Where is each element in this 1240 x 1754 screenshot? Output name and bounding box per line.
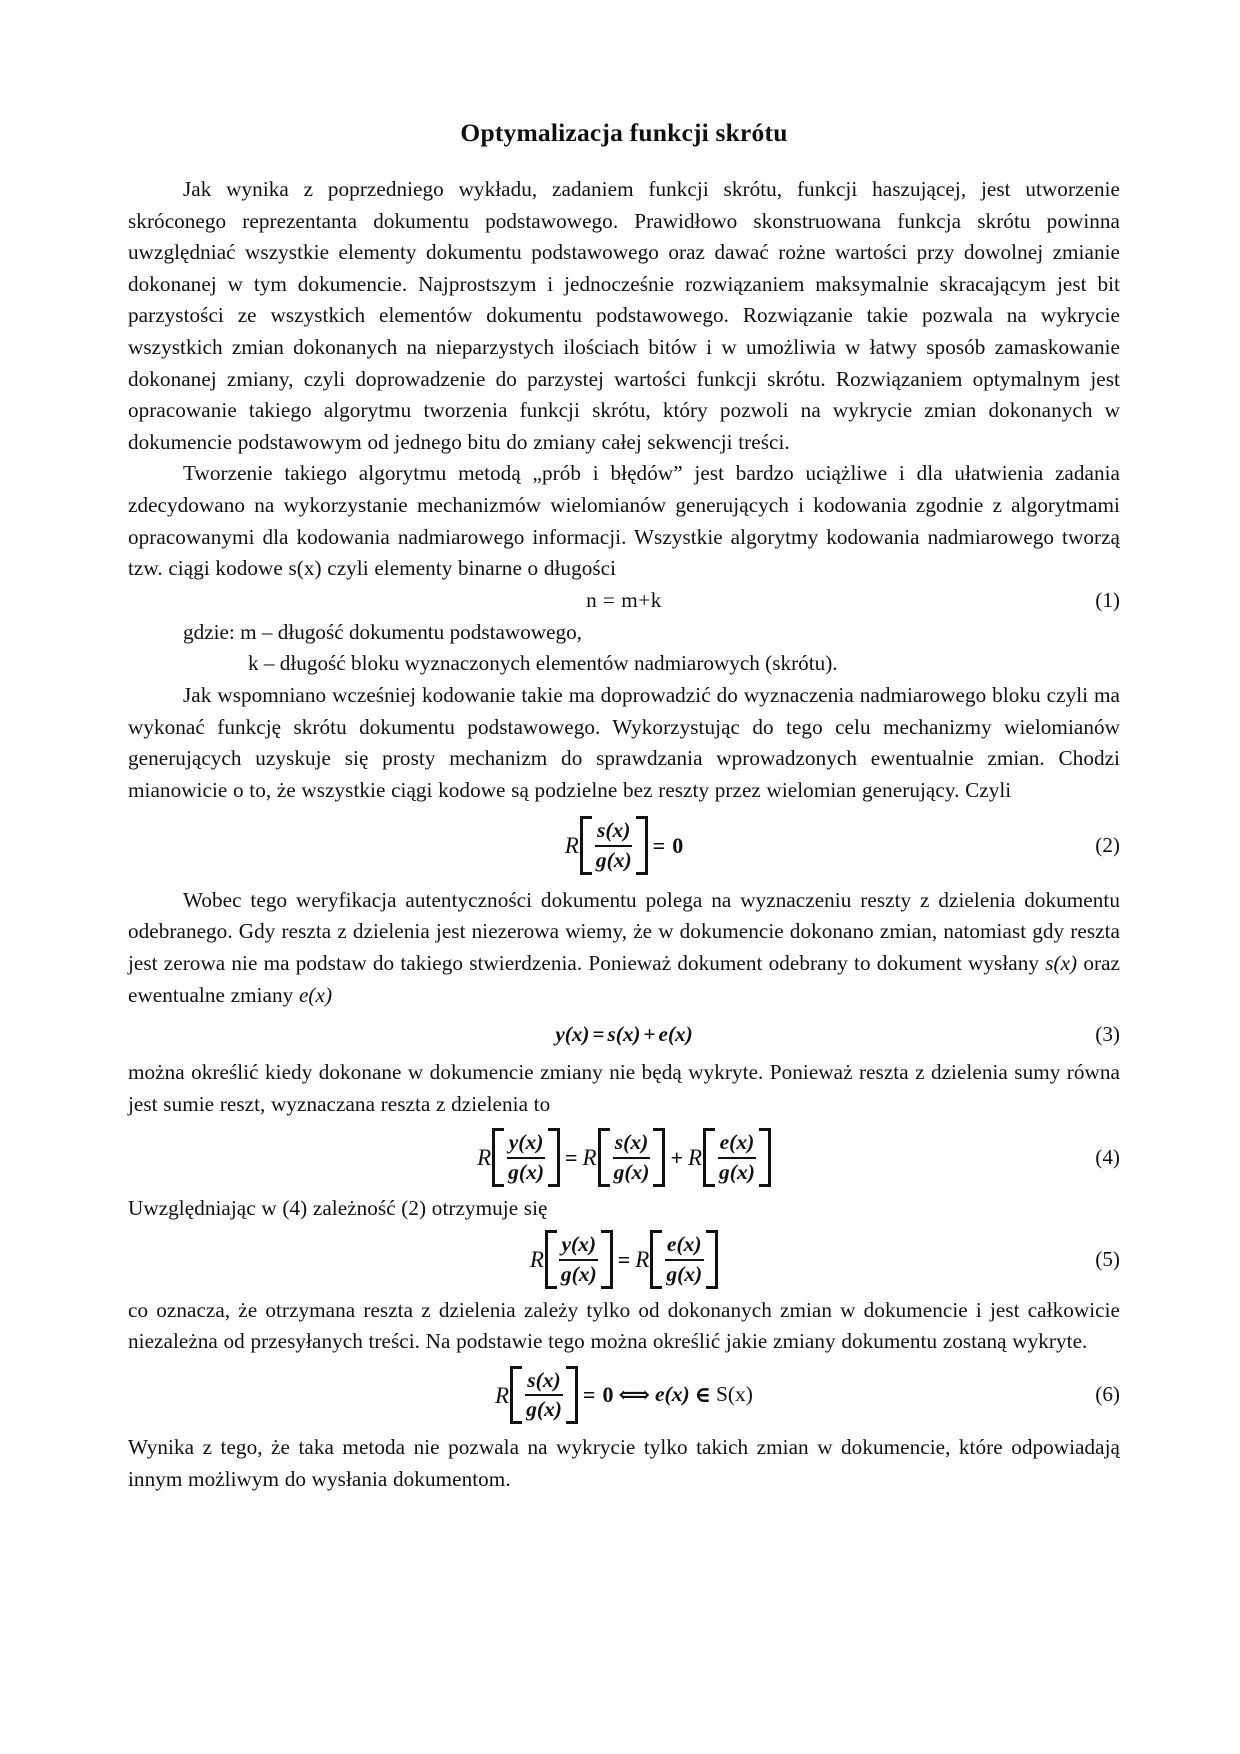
fraction-denominator: g(x)	[595, 847, 632, 872]
remainder-operator-icon: R	[495, 1382, 510, 1408]
equation-6-zero: 0	[602, 1382, 614, 1408]
p4-text-mid: oraz ewentualne zmiany	[128, 950, 1120, 1007]
fraction-numerator: s(x)	[595, 819, 632, 846]
remainder-operator-icon: R	[582, 1145, 597, 1170]
plus-sign: +	[670, 1144, 683, 1170]
paragraph-intro: Jak wynika z poprzedniego wykładu, zadaniem funkcji skrótu, funkcji haszującej, jest utworzenie skróconego reprezentanta dokumentu podstawowego. Prawidłowo skonstruowana funkcja skrótu powinna uwzględniać wszystkie elementy dokumentu podstawowego oraz dawać rożne wartości przy dowolnej zmianie dokonanej w tym dokumencie. Najprostszym i jednocześnie rozwiązaniem maksymalnie skracającym jest bit parzystości ze wszystkich elementów dokumentu podstawowego. Rozwiązanie takie pozwala na wykrycie wszystkich zmian dokonanych na nieparzystych ilościach bitów i w umożliwia w łatwy sposób zamaskowanie dokonanej zmiany, czyli doprowadzenie do parzystej wartości funkcji skrótu. Rozwiązaniem optymalnym jest opracowanie takiego algorytmu tworzenia funkcji skrótu, który pozwoli na wykrycie zmian dokonanych w dokumencie podstawowym od jednego bitu do zmiany całej sekwencji treści.	[128, 177, 1120, 454]
bracket-group	[703, 1128, 771, 1186]
equation-4-expression	[477, 1128, 771, 1186]
equation-2-number: (2)	[1095, 832, 1120, 857]
equation-4-body	[128, 1128, 1120, 1186]
fraction-numerator: e(x)	[665, 1233, 704, 1260]
equation-6-row	[128, 1366, 1120, 1424]
equals-sign: =	[617, 1246, 631, 1272]
equation-3-term1: s(x)	[607, 1022, 641, 1047]
fraction	[607, 1128, 657, 1186]
fraction-denominator: g(x)	[666, 1261, 703, 1286]
bracket-group	[580, 816, 648, 874]
equation-3-term2: e(x)	[658, 1022, 693, 1047]
fraction-numerator: e(x)	[718, 1131, 757, 1158]
fraction-denominator: g(x)	[613, 1159, 650, 1184]
equation-1-body: n = m+k	[586, 587, 662, 612]
equation-5-body	[128, 1230, 1120, 1288]
fraction	[554, 1230, 604, 1288]
remainder-operator-icon: R	[477, 1145, 492, 1170]
paragraph-conclusion: Wynika z tego, że taka metoda nie pozwala na wykrycie tylko takich zmian w dokumencie, które odpowiadają innym możliwym do wysłania dokumentom.	[128, 1435, 1120, 1491]
equation-5-number: (5)	[1095, 1246, 1120, 1271]
p4-math-sx: s(x)	[1045, 950, 1078, 975]
remainder-operator-icon: R	[635, 1247, 650, 1273]
paragraph-independence: co oznacza, że otrzymana reszta z dzielenia zależy tylko od dokonanych zmian w dokumencie i jest całkowicie niezależna od przesyłanych treści. Na podstawie tego można określić jakie zmiany dokumentu zostaną wykryte.	[128, 1297, 1120, 1354]
equation-2-body	[128, 816, 1120, 874]
equation-3-plus: +	[643, 1022, 656, 1047]
bracket-group	[545, 1230, 613, 1288]
definition-m: gdzie: m – długość dokumentu podstawowego,	[183, 619, 582, 644]
fraction	[519, 1366, 569, 1424]
equation-1-row	[128, 585, 1120, 617]
where-definitions	[128, 617, 1120, 680]
equation-3-lhs: y(x)	[555, 1022, 590, 1047]
equation-6-body	[128, 1366, 1120, 1424]
equation-5-row	[128, 1230, 1120, 1288]
paragraph-verification	[128, 885, 1120, 1011]
bracket-group	[650, 1230, 718, 1288]
paragraph-substitution: Uwzględniając w (4) zależność (2) otrzymuje się	[128, 1195, 548, 1220]
fraction	[659, 1230, 709, 1288]
equals-sign: =	[565, 1144, 578, 1170]
equation-3-number: (3)	[1095, 1022, 1120, 1047]
equation-3-expression	[555, 1022, 692, 1046]
equation-2-rhs: 0	[672, 832, 684, 858]
element-of-symbol-icon: ∈	[694, 1382, 711, 1408]
paragraph-sum-remainder: można określić kiedy dokonane w dokumencie zmiany nie będą wykryte. Ponieważ reszta z dzielenia sumy równa jest sumie reszt, wyznaczana reszta z dzielenia to	[128, 1060, 1120, 1116]
paragraph-redundant-block: Jak wspomniano wcześniej kodowanie takie ma doprowadzić do wyznaczenia nadmiarowego bloku czyli ma wykonać funkcję skrótu dokumentu podstawowego. Wykorzystując do tego celu mechanizmy wielomianów generujących uzyskuje się prosty mechanizm do sprawdzania wprowadzonych ewentualnie zmian. Chodzi mianowicie o to, że wszystkie ciągi kodowe są podzielne bez reszty przez wielomian generujący. Czyli	[128, 682, 1120, 802]
fraction-denominator: g(x)	[719, 1159, 755, 1184]
equation-5-expression	[530, 1230, 718, 1288]
page-title: Optymalizacja funkcji skrótu	[460, 118, 788, 147]
remainder-operator-icon: R	[529, 1247, 544, 1273]
equation-3-body	[128, 1019, 1120, 1051]
iff-symbol-icon: ⟺	[618, 1382, 651, 1408]
equation-4-row	[128, 1128, 1120, 1186]
fraction-numerator: y(x)	[507, 1131, 546, 1158]
equals-sign: =	[582, 1382, 596, 1408]
p4-math-ex: e(x)	[298, 982, 333, 1007]
equation-6-member-left: e(x)	[655, 1382, 690, 1407]
equation-6-number: (6)	[1095, 1382, 1120, 1407]
equation-3-equals: =	[592, 1022, 605, 1047]
fraction-denominator: g(x)	[526, 1397, 562, 1422]
equation-1-number: (1)	[1095, 587, 1120, 612]
fraction-denominator: g(x)	[508, 1159, 544, 1184]
equation-2-expression	[565, 816, 683, 874]
equation-3-row	[128, 1019, 1120, 1051]
fraction-numerator: y(x)	[559, 1233, 598, 1260]
p4-text-pre: Wobec tego weryfikacja autentyczności dokumentu polega na wyznaczeniu reszty z dzielenia dokumentu odebranego. Gdy reszta z dzielenia jest niezerowa wiemy, że w dokumencie dokonano zmian, natomiast gdy reszta jest zerowa nie ma podstaw do takiego stwierdzenia. Ponieważ dokument odebrany to dokument wysłany	[128, 887, 1120, 975]
bracket-group	[492, 1128, 560, 1186]
equation-6-expression	[495, 1366, 753, 1424]
bracket-group	[510, 1366, 578, 1424]
fraction	[712, 1128, 762, 1186]
fraction-numerator: s(x)	[613, 1131, 650, 1158]
remainder-operator-icon: R	[687, 1145, 703, 1170]
equation-4-number: (4)	[1095, 1144, 1120, 1169]
fraction	[589, 816, 639, 874]
fraction-denominator: g(x)	[560, 1261, 597, 1286]
definition-k: k – długość bloku wyznaczonych elementów nadmiarowych (skrótu).	[248, 651, 838, 676]
remainder-operator-icon: R	[564, 833, 579, 858]
bracket-group	[598, 1128, 666, 1186]
fraction-numerator: s(x)	[525, 1369, 562, 1396]
equals-sign: =	[652, 832, 666, 858]
equation-6-member-right: S(x)	[715, 1382, 753, 1407]
fraction	[501, 1128, 551, 1186]
equation-2-row	[128, 816, 1120, 874]
paragraph-algorithm-method: Tworzenie takiego algorytmu metodą „prób i błędów” jest bardzo uciążliwe i dla ułatwienia zadania zdecydowano na wykorzystanie mechanizmów wielomianów generujących i kodowania zgodnie z algorytmami opracowanymi dla kodowania nadmiarowego informacji. Wszystkie algorytmy kodowania nadmiarowego tworzą tzw. ciągi kodowe s(x) czyli elementy binarne o długości	[128, 461, 1120, 581]
